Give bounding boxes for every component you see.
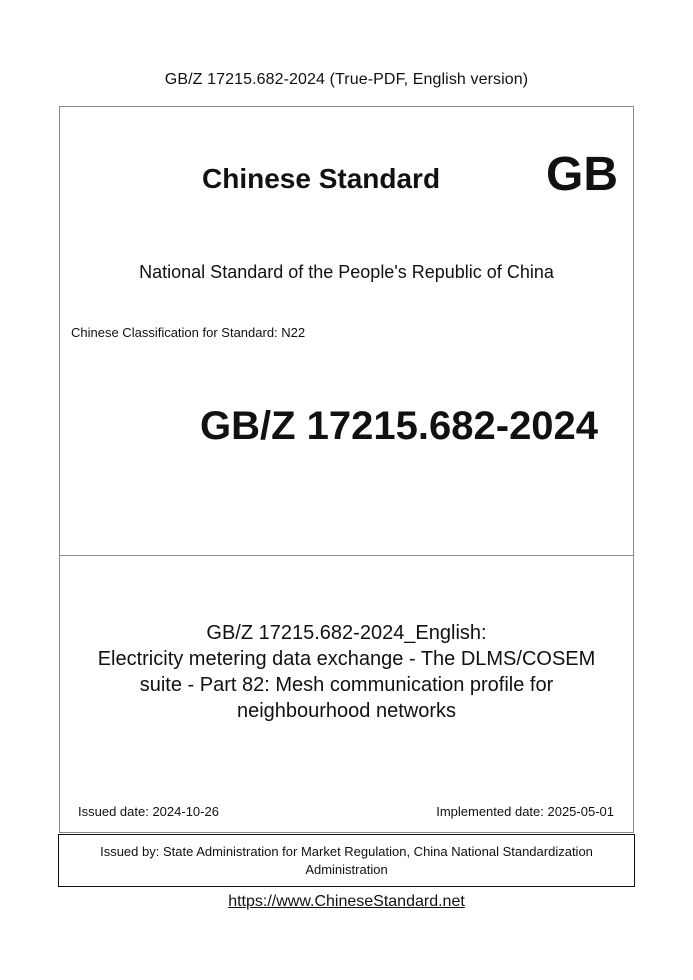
standard-title-line: suite - Part 82: Mesh communication profile for	[139, 674, 554, 696]
gb-mark: GB	[546, 148, 618, 201]
standard-title-line: Electricity metering data exchange - The DLMS/COSEM	[97, 648, 596, 670]
footer-link-container	[0, 893, 693, 911]
issuer-line: Issued by: State Administration for Market Regulation, China National Standardization	[100, 844, 593, 859]
issued-date: Issued date: 2024-10-26	[78, 804, 219, 819]
standard-number: GB/Z 17215.682-2024	[200, 404, 599, 448]
cover-frame	[59, 106, 634, 833]
standard-title-line: neighbourhood networks	[236, 700, 457, 722]
issuer-line: Administration	[305, 862, 388, 877]
website-link[interactable]: https://www.ChineseStandard.net	[228, 893, 465, 910]
standard-title-line: GB/Z 17215.682-2024_English:	[206, 622, 487, 644]
document-header-title: GB/Z 17215.682-2024 (True-PDF, English version)	[164, 71, 529, 88]
classification-label: Chinese Classification for Standard: N22	[71, 325, 306, 340]
section-divider	[60, 555, 633, 556]
national-standard-label: National Standard of the People's Republic of China	[139, 262, 554, 282]
issuer-box	[58, 834, 635, 887]
standard-title	[60, 620, 633, 724]
chinese-standard-heading: Chinese Standard	[202, 163, 441, 194]
implemented-date: Implemented date: 2025-05-01	[436, 804, 614, 819]
